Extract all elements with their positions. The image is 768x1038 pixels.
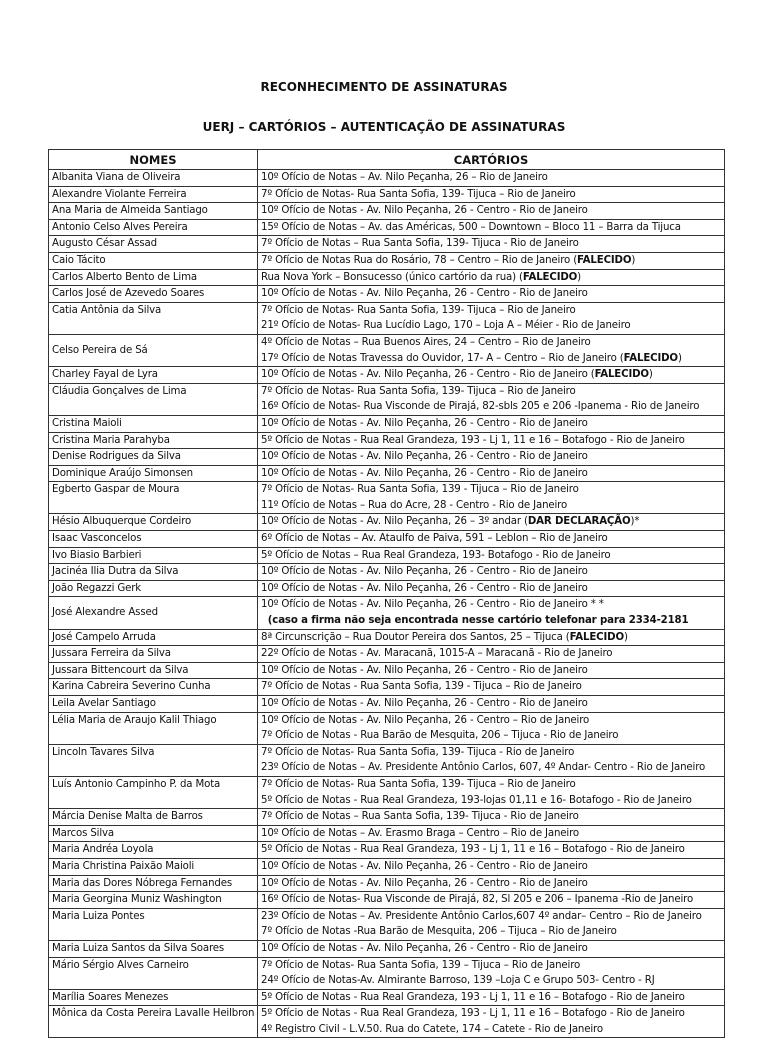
signer-name-cell (49, 252, 258, 269)
signer-name-cell (49, 629, 258, 646)
signer-name: Cristina Maria Parahyba (52, 434, 170, 446)
signer-name-cell (49, 679, 258, 696)
signer-name-cell (49, 269, 258, 286)
office-text: 10º Ofício de Notas - Av. Nilo Peçanha, 26 - Centro - Rio de Janeiro ( (261, 369, 595, 381)
office-text: 10º Ofício de Notas - Av. Nilo Peçanha, 26 - Centro - Rio de Janeiro (261, 451, 588, 463)
notary-office-cell (258, 1006, 725, 1038)
office-text: 5º Ofício de Notas - Rua Real Grandeza, 193-lojas 01,11 e 16- Botafogo - Rio de Janeiro (261, 794, 692, 806)
notary-office-cell (258, 679, 725, 696)
signer-name: Hésio Albuquerque Cordeiro (52, 516, 192, 528)
table-row (49, 842, 725, 859)
office-text: 5º Ofício de Notas - Rua Real Grandeza, 193 - Lj 1, 11 e 16 – Botafogo - Rio de Janeiro (261, 844, 685, 856)
table-row (49, 465, 725, 482)
notary-office-line (261, 335, 724, 351)
signer-name: Karina Cabreira Severino Cunha (52, 681, 211, 693)
office-text: 10º Ofício de Notas - Av. Nilo Peçanha, 26 – 3º andar ( (261, 516, 528, 528)
office-text: 7º Ofício de Notas- Rua Santa Sofia, 139- Tijuca - Rio de Janeiro (261, 746, 575, 758)
document-subtitle: UERJ – CARTÓRIOS – AUTENTICAÇÃO DE ASSINATURAS (202, 120, 566, 134)
notary-office-cell (258, 580, 725, 597)
signer-name: Leila Avelar Santiago (52, 698, 156, 709)
notary-office-line (261, 760, 724, 776)
notary-office-line (261, 303, 724, 319)
notary-office-cell (258, 809, 725, 826)
notary-office-line (261, 826, 724, 842)
table-row (49, 334, 725, 366)
office-text: 10º Ofício de Notas – Av. Nilo Peçanha, 26 – Rio de Janeiro (261, 172, 548, 183)
notary-office-cell (258, 203, 725, 220)
notary-office-cell (258, 892, 725, 909)
signer-name-cell (49, 547, 258, 564)
table-row (49, 629, 725, 646)
signer-name: Lincoln Tavares Silva (52, 746, 155, 758)
status-note: FALECIDO (522, 271, 578, 283)
signer-name: Maria Luiza Pontes (52, 910, 145, 922)
table-row (49, 236, 725, 253)
notary-office-line (261, 433, 724, 449)
signer-name-cell (49, 415, 258, 432)
notary-office-line (261, 892, 724, 908)
notary-office-line (261, 941, 724, 957)
office-text: 10º Ofício de Notas - Av. Nilo Peçanha, 26 - Centro - Rio de Janeiro (261, 205, 588, 217)
office-text: 5º Ofício de Notas - Rua Real Grandeza, 193 - Lj 1, 11 e 16 – Botafogo - Rio de Janeiro (261, 991, 685, 1003)
office-text: 10º Ofício de Notas - Av. Nilo Peçanha, 26 - Centro - Rio de Janeiro (261, 582, 588, 594)
signer-name: Cristina Maioli (52, 417, 122, 429)
notary-office-line (261, 713, 724, 729)
office-text: 22º Ofício de Notas - Av. Maracanã, 1015-A – Maracanã - Rio de Janeiro (261, 648, 613, 660)
notary-office-line (261, 581, 724, 597)
notary-office-line (261, 728, 724, 744)
office-text: 23º Ofício de Notas – Av. Presidente Antônio Carlos, 607, 4º Andar- Centro - Rio de Janeiro (261, 762, 706, 774)
office-text: 7º Ofício de Notas- Rua Santa Sofia, 139- Tijuca – Rio de Janeiro (261, 304, 576, 316)
signer-name-cell (49, 989, 258, 1006)
status-note: DAR DECLARAÇÃO (527, 516, 631, 528)
table-row (49, 252, 725, 269)
notary-office-line (261, 1006, 724, 1022)
notary-office-line (261, 958, 724, 974)
signer-name-cell (49, 696, 258, 713)
signer-name: Cláudia Gonçalves de Lima (52, 385, 187, 397)
notary-office-cell (258, 269, 725, 286)
signer-name: Maria Luiza Santos da Silva Soares (52, 942, 225, 954)
signer-name: Antonio Celso Alves Pereira (52, 221, 188, 233)
table-row (49, 219, 725, 236)
notary-office-cell (258, 286, 725, 303)
signer-name-cell (49, 892, 258, 909)
notary-office-line (261, 859, 724, 875)
notary-office-line (261, 696, 724, 712)
office-text: 7º Ofício de Notas – Rua Santa Sofia, 139- Tijuca - Rio de Janeiro (261, 811, 579, 823)
notary-office-line (261, 253, 724, 269)
signer-name: Marília Soares Menezes (52, 991, 169, 1003)
notary-office-line (261, 909, 724, 925)
notary-office-cell (258, 989, 725, 1006)
notary-office-line (261, 646, 724, 662)
notary-office-cell (258, 236, 725, 253)
notary-office-line (261, 318, 724, 334)
office-text: 24º Ofício de Notas-Av. Almirante Barroso, 139 –Loja C e Grupo 503- Centro - RJ (261, 975, 655, 987)
signer-name-cell (49, 776, 258, 808)
table-row (49, 908, 725, 940)
table-row (49, 564, 725, 581)
notary-office-cell (258, 842, 725, 859)
notary-office-line (261, 548, 724, 564)
notary-office-cell (258, 170, 725, 187)
office-text: 7º Ofício de Notas- Rua Santa Sofia, 139- Tijuca – Rio de Janeiro (261, 188, 576, 200)
office-text: 10º Ofício de Notas - Av. Nilo Peçanha, 26 - Centro - Rio de Janeiro * * (261, 599, 604, 611)
notary-office-line (261, 170, 724, 186)
notary-office-cell (258, 252, 725, 269)
notary-office-cell (258, 514, 725, 531)
signer-name-cell (49, 712, 258, 744)
signer-name-cell (49, 842, 258, 859)
office-text: 10º Ofício de Notas - Av. Nilo Peçanha, 26 - Centro - Rio de Janeiro (261, 860, 588, 872)
table-row (49, 957, 725, 989)
office-text: 5º Ofício de Notas - Rua Real Grandeza, 193 - Lj 1, 11 e 16 – Botafogo - Rio de Janeiro (261, 434, 685, 446)
notary-office-cell (258, 334, 725, 366)
office-text: 8ª Circunscrição – Rua Doutor Pereira dos Santos, 25 – Tijuca ( (261, 631, 570, 643)
table-row (49, 170, 725, 187)
notary-office-cell (258, 415, 725, 432)
table-row (49, 514, 725, 531)
signer-name: Alexandre Violante Ferreira (52, 188, 187, 200)
office-text: ) (577, 271, 581, 283)
notary-office-cell (258, 531, 725, 548)
office-text: 7º Ofício de Notas – Rua Santa Sofia, 139- Tijuca - Rio de Janeiro (261, 238, 579, 250)
office-text: 6º Ofício de Notas – Av. Ataulfo de Paiva, 591 – Leblon – Rio de Janeiro (261, 533, 608, 545)
notary-office-cell (258, 449, 725, 466)
table-row (49, 186, 725, 203)
notary-office-line (261, 482, 724, 498)
office-text: 10º Ofício de Notas – Av. Erasmo Braga – Centro – Rio de Janeiro (261, 827, 579, 839)
signer-name-cell (49, 236, 258, 253)
signer-name-cell (49, 219, 258, 236)
signer-name-cell (49, 432, 258, 449)
notary-office-line (261, 416, 724, 432)
table-row (49, 203, 725, 220)
signer-name: Maria Andréa Loyola (52, 844, 154, 856)
office-text: 11º Ofício de Notas – Rua do Acre, 28 - Centro - Rio de Janeiro (261, 499, 568, 511)
table-row (49, 712, 725, 744)
signer-name: Márcia Denise Malta de Barros (52, 811, 203, 823)
notary-office-cell (258, 825, 725, 842)
table-row (49, 580, 725, 597)
notary-office-cell (258, 547, 725, 564)
signer-name-cell (49, 908, 258, 940)
notary-office-cell (258, 662, 725, 679)
notary-office-line (261, 531, 724, 547)
signer-name: Maria Christina Paixão Maioli (52, 860, 195, 872)
signer-name-cell (49, 1006, 258, 1038)
signer-name-cell (49, 514, 258, 531)
office-text: 15º Ofício de Notas – Av. das Américas, 500 – Downtown – Bloco 11 – Barra da Tijuca (261, 221, 681, 233)
signer-name: Caio Tácito (52, 254, 106, 266)
signer-name: Carlos Alberto Bento de Lima (52, 271, 197, 283)
notary-office-line (261, 1022, 724, 1038)
signer-name: Catia Antônia da Silva (52, 304, 162, 316)
signer-name: José Alexandre Assed (52, 607, 158, 619)
office-text: 7º Ofício de Notas- Rua Santa Sofia, 139 - Tijuca – Rio de Janeiro (261, 484, 579, 496)
notary-office-line (261, 236, 724, 252)
notary-office-line (261, 367, 724, 383)
notary-office-line (261, 514, 724, 530)
signer-name-cell (49, 203, 258, 220)
office-text: 10º Ofício de Notas - Av. Nilo Peçanha, 26 - Centro - Rio de Janeiro (261, 467, 588, 479)
notary-office-line (261, 220, 724, 236)
notary-office-line (261, 842, 724, 858)
status-note: (caso a firma não seja encontrada nesse cartório telefonar para 2334-2181 (261, 615, 689, 627)
notary-office-cell (258, 383, 725, 415)
table-row (49, 432, 725, 449)
office-text: 10º Ofício de Notas - Av. Nilo Peçanha, 26 - Centro - Rio de Janeiro (261, 566, 588, 578)
notary-office-line (261, 679, 724, 695)
office-text: )* (630, 516, 640, 528)
notary-office-line (261, 876, 724, 892)
signer-name-cell (49, 875, 258, 892)
office-text: 10º Ofício de Notas - Av. Nilo Peçanha, 26 - Centro - Rio de Janeiro (261, 417, 588, 429)
signer-name: Celso Pereira de Sá (52, 344, 148, 356)
table-row (49, 646, 725, 663)
notary-office-line (261, 809, 724, 825)
signer-name-cell (49, 825, 258, 842)
table-row (49, 1006, 725, 1038)
office-text: 10º Ofício de Notas - Av. Nilo Peçanha, 26 - Centro - Rio de Janeiro (261, 664, 588, 676)
table-row (49, 662, 725, 679)
notary-office-cell (258, 597, 725, 629)
office-text: 4º Registro Civil - L.V.50. Rua do Catete, 174 – Catete - Rio de Janeiro (261, 1023, 603, 1035)
status-note: FALECIDO (569, 631, 624, 643)
office-text: ) (631, 254, 636, 266)
signer-name-cell (49, 940, 258, 957)
office-text: 7º Ofício de Notas- Rua Santa Sofia, 139 – Tijuca – Rio de Janeiro (261, 959, 581, 971)
signer-name: Ivo Biasio Barbieri (52, 549, 142, 561)
notary-office-cell (258, 564, 725, 581)
signatures-table (48, 149, 725, 1038)
signer-name: Marcos Silva (52, 827, 114, 839)
notary-office-line (261, 924, 724, 940)
notary-office-cell (258, 858, 725, 875)
table-row (49, 367, 725, 384)
signer-name: Carlos José de Azevedo Soares (52, 288, 205, 300)
office-text: 5º Ofício de Notas – Rua Real Grandeza, 193- Botafogo - Rio de Janeiro (261, 549, 611, 561)
notary-office-line (261, 498, 724, 514)
office-text: 17º Ofício de Notas Travessa do Ouvidor, 17- A – Centro – Rio de Janeiro ( (261, 352, 624, 364)
notary-office-cell (258, 712, 725, 744)
signer-name-cell (49, 383, 258, 415)
notary-office-line (261, 613, 724, 629)
signer-name-cell (49, 302, 258, 334)
signer-name-cell (49, 580, 258, 597)
signer-name: Jussara Bittencourt da Silva (52, 664, 189, 676)
table-row (49, 875, 725, 892)
signer-name-cell (49, 367, 258, 384)
signer-name: Mônica da Costa Pereira Lavalle Heilbron (52, 1008, 255, 1020)
signer-name: José Campelo Arruda (52, 631, 156, 643)
notary-office-line (261, 270, 724, 286)
table-row (49, 415, 725, 432)
signer-name: Albanita Viana de Oliveira (52, 172, 181, 183)
notary-office-line (261, 663, 724, 679)
office-text: 7º Ofício de Notas Rua do Rosário, 78 – Centro – Rio de Janeiro ( (261, 254, 578, 266)
office-text: 10º Ofício de Notas - Av. Nilo Peçanha, 26 - Centro - Rio de Janeiro (261, 942, 588, 954)
notary-office-cell (258, 367, 725, 384)
table-header-row (49, 150, 725, 170)
notary-office-cell (258, 744, 725, 776)
notary-office-cell (258, 219, 725, 236)
signer-name: Denise Rodrigues da Silva (52, 451, 181, 463)
document-title: RECONHECIMENTO DE ASSINATURAS (260, 80, 508, 94)
notary-office-cell (258, 186, 725, 203)
office-text: 7º Ofício de Notas - Rua Barão de Mesquita, 206 – Tijuca - Rio de Janeiro (261, 730, 619, 742)
signer-name: Ana Maria de Almeida Santiago (52, 205, 208, 217)
notary-office-line (261, 187, 724, 203)
office-text: ) (677, 352, 682, 364)
notary-office-cell (258, 696, 725, 713)
signer-name: Lélia Maria de Araujo Kalil Thiago (52, 714, 217, 726)
signer-name-cell (49, 662, 258, 679)
signer-name-cell (49, 482, 258, 514)
table-row (49, 302, 725, 334)
signer-name: João Regazzi Gerk (52, 582, 142, 594)
signer-name: Egberto Gaspar de Moura (52, 484, 180, 496)
table-row (49, 940, 725, 957)
signer-name-cell (49, 186, 258, 203)
office-text: 23º Ofício de Notas – Av. Presidente Antônio Carlos,607 4º andar– Centro – Rio de Janeiro (261, 910, 702, 922)
signer-name-cell (49, 646, 258, 663)
signer-name-cell (49, 334, 258, 366)
table-row (49, 776, 725, 808)
signer-name-cell (49, 564, 258, 581)
notary-office-line (261, 777, 724, 793)
table-row (49, 892, 725, 909)
table-row (49, 449, 725, 466)
signer-name: Isaac Vasconcelos (52, 533, 142, 545)
table-row (49, 482, 725, 514)
signer-name: Mário Sérgio Alves Carneiro (52, 959, 189, 971)
notary-office-line (261, 351, 724, 367)
notary-office-cell (258, 465, 725, 482)
notary-office-line (261, 466, 724, 482)
office-text: 7º Ofício de Notas- Rua Santa Sofia, 139- Tijuca – Rio de Janeiro (261, 385, 576, 397)
office-text: 10º Ofício de Notas - Av. Nilo Peçanha, 26 - Centro - Rio de Janeiro (261, 698, 588, 709)
signer-name-cell (49, 286, 258, 303)
notary-office-cell (258, 432, 725, 449)
office-text: 21º Ofício de Notas- Rua Lucídio Lago, 170 – Loja A – Méier - Rio de Janeiro (261, 320, 631, 332)
table-row (49, 286, 725, 303)
signer-name-cell (49, 465, 258, 482)
office-text: 16º Ofício de Notas- Rua Visconde de Pirajá, 82, Sl 205 e 206 – Ipanema -Rio de Janeiro (261, 894, 694, 906)
signer-name-cell (49, 531, 258, 548)
office-text: 7º Ofício de Notas -Rua Barão de Mesquita, 206 – Tijuca – Rio de Janeiro (261, 926, 617, 938)
office-text: 7º Ofício de Notas - Rua Santa Sofia, 139 - Tijuca – Rio de Janeiro (261, 681, 582, 693)
office-text: ) (623, 631, 628, 643)
table-row (49, 858, 725, 875)
signer-name: Augusto César Assad (52, 238, 157, 250)
signer-name-cell (49, 744, 258, 776)
signer-name-cell (49, 597, 258, 629)
notary-office-line (261, 449, 724, 465)
table-row (49, 547, 725, 564)
signer-name: Jussara Ferreira da Silva (52, 648, 171, 660)
notary-office-cell (258, 875, 725, 892)
signer-name: Luís Antonio Campinho P. da Mota (52, 778, 221, 790)
notary-office-line (261, 745, 724, 761)
table-row (49, 825, 725, 842)
notary-office-cell (258, 482, 725, 514)
status-note: FALECIDO (594, 369, 649, 381)
notary-office-cell (258, 302, 725, 334)
offices-column-header: CARTÓRIOS (258, 150, 725, 170)
notary-office-line (261, 793, 724, 809)
notary-office-line (261, 399, 724, 415)
office-text: 10º Ofício de Notas - Av. Nilo Peçanha, 26 - Centro - Rio de Janeiro (261, 877, 588, 889)
table-row (49, 744, 725, 776)
notary-office-line (261, 564, 724, 580)
table-row (49, 269, 725, 286)
names-column-header: NOMES (49, 150, 258, 170)
notary-office-cell (258, 940, 725, 957)
table-row (49, 531, 725, 548)
signer-name-cell (49, 449, 258, 466)
office-text: 5º Ofício de Notas - Rua Real Grandeza, 193 - Lj 1, 11 e 16 – Botafogo - Rio de Janeiro (261, 1008, 685, 1020)
notary-office-line (261, 384, 724, 400)
notary-office-line (261, 990, 724, 1006)
notary-office-line (261, 973, 724, 989)
signer-name-cell (49, 170, 258, 187)
notary-office-cell (258, 908, 725, 940)
table-row (49, 696, 725, 713)
notary-office-cell (258, 646, 725, 663)
signer-name-cell (49, 957, 258, 989)
table-row (49, 679, 725, 696)
signer-name-cell (49, 858, 258, 875)
notary-office-line (261, 203, 724, 219)
signer-name: Charley Fayal de Lyra (52, 369, 158, 381)
notary-office-cell (258, 776, 725, 808)
signer-name: Maria Georgina Muniz Washington (52, 894, 222, 906)
notary-office-cell (258, 957, 725, 989)
office-text: Rua Nova York – Bonsucesso (único cartório da rua) ( (261, 271, 523, 283)
signer-name: Dominique Araújo Simonsen (52, 467, 193, 479)
notary-office-line (261, 597, 724, 613)
table-body (49, 170, 725, 1038)
office-text: 10º Ofício de Notas - Av. Nilo Peçanha, 26 - Centro - Rio de Janeiro (261, 288, 588, 300)
office-text: ) (648, 369, 653, 381)
table-row (49, 383, 725, 415)
signer-name: Maria das Dores Nóbrega Fernandes (52, 877, 232, 889)
notary-office-line (261, 630, 724, 646)
status-note: FALECIDO (623, 352, 678, 364)
signer-name: Jacinéa Ilia Dutra da Silva (52, 566, 179, 578)
table-row (49, 809, 725, 826)
notary-office-cell (258, 629, 725, 646)
office-text: 10º Ofício de Notas - Av. Nilo Peçanha, 26 - Centro – Rio de Janeiro (261, 714, 590, 726)
office-text: 16º Ofício de Notas- Rua Visconde de Pirajá, 82-sbls 205 e 206 -Ipanema - Rio de Janeiro (261, 401, 700, 413)
table-row (49, 989, 725, 1006)
office-text: 4º Ofício de Notas – Rua Buenos Aires, 24 – Centro – Rio de Janeiro (261, 336, 591, 348)
status-note: FALECIDO (577, 254, 632, 266)
notary-office-line (261, 286, 724, 302)
table-row (49, 597, 725, 629)
signer-name-cell (49, 809, 258, 826)
office-text: 7º Ofício de Notas- Rua Santa Sofia, 139- Tijuca – Rio de Janeiro (261, 778, 576, 790)
